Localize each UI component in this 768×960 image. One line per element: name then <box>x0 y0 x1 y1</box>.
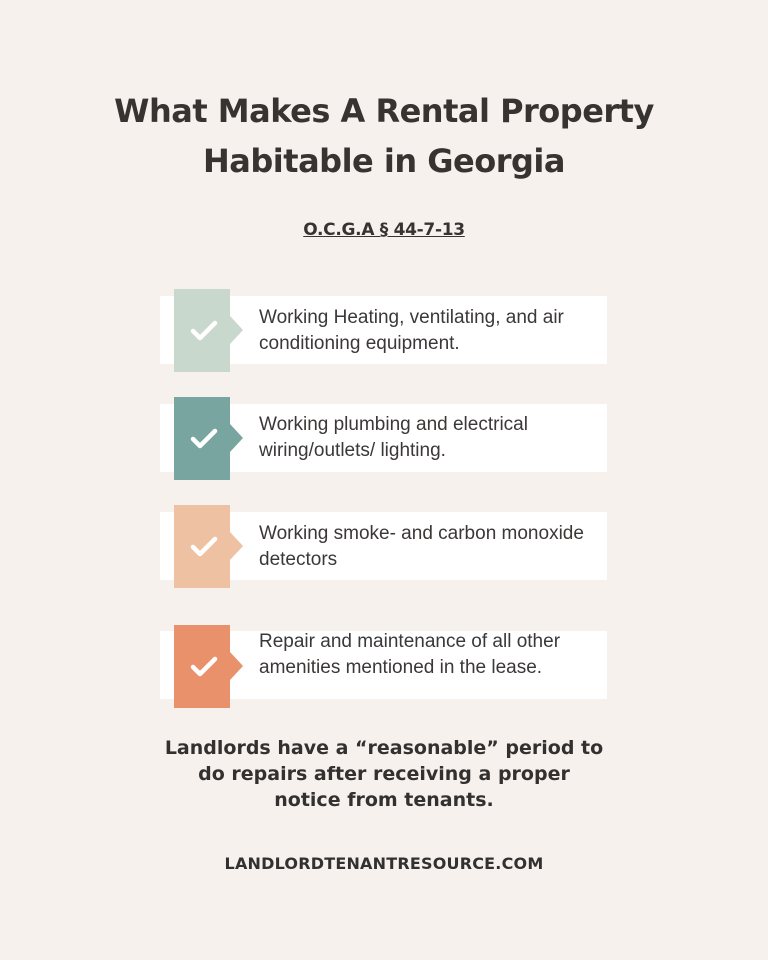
checklist-item-text: Working smoke- and carbon monoxide detectors <box>259 523 584 570</box>
statute-reference: O.C.G.A § 44-7-13 <box>303 220 465 240</box>
title-line-1: What Makes A Rental Property <box>114 92 654 130</box>
checklist-item-text: Working plumbing and electrical wiring/outlets/ lighting. <box>259 414 528 461</box>
tag-arrow <box>230 316 243 344</box>
title-line-2: Habitable in Georgia <box>203 142 565 180</box>
check-icon <box>187 649 221 683</box>
check-tag <box>174 289 230 372</box>
checklist-item-text: Working Heating, ventilating, and air conditioning equipment. <box>259 307 564 354</box>
check-tag <box>174 625 230 708</box>
repair-period-note <box>0 735 768 813</box>
tag-arrow <box>230 652 243 680</box>
check-icon <box>187 421 221 455</box>
check-tag <box>174 397 230 480</box>
checklist-item-text: Repair and maintenance of all other amenities mentioned in the lease. <box>259 631 561 678</box>
check-icon <box>187 313 221 347</box>
check-icon <box>187 529 221 563</box>
check-tag <box>174 505 230 588</box>
website-link[interactable]: LANDLORDTENANTRESOURCE.COM <box>224 854 544 873</box>
tag-arrow <box>230 424 243 452</box>
page-title <box>0 86 768 186</box>
tag-arrow <box>230 532 243 560</box>
note-text: Landlords have a “reasonable” period to do repairs after receiving a proper notice from tenants. <box>164 737 604 811</box>
